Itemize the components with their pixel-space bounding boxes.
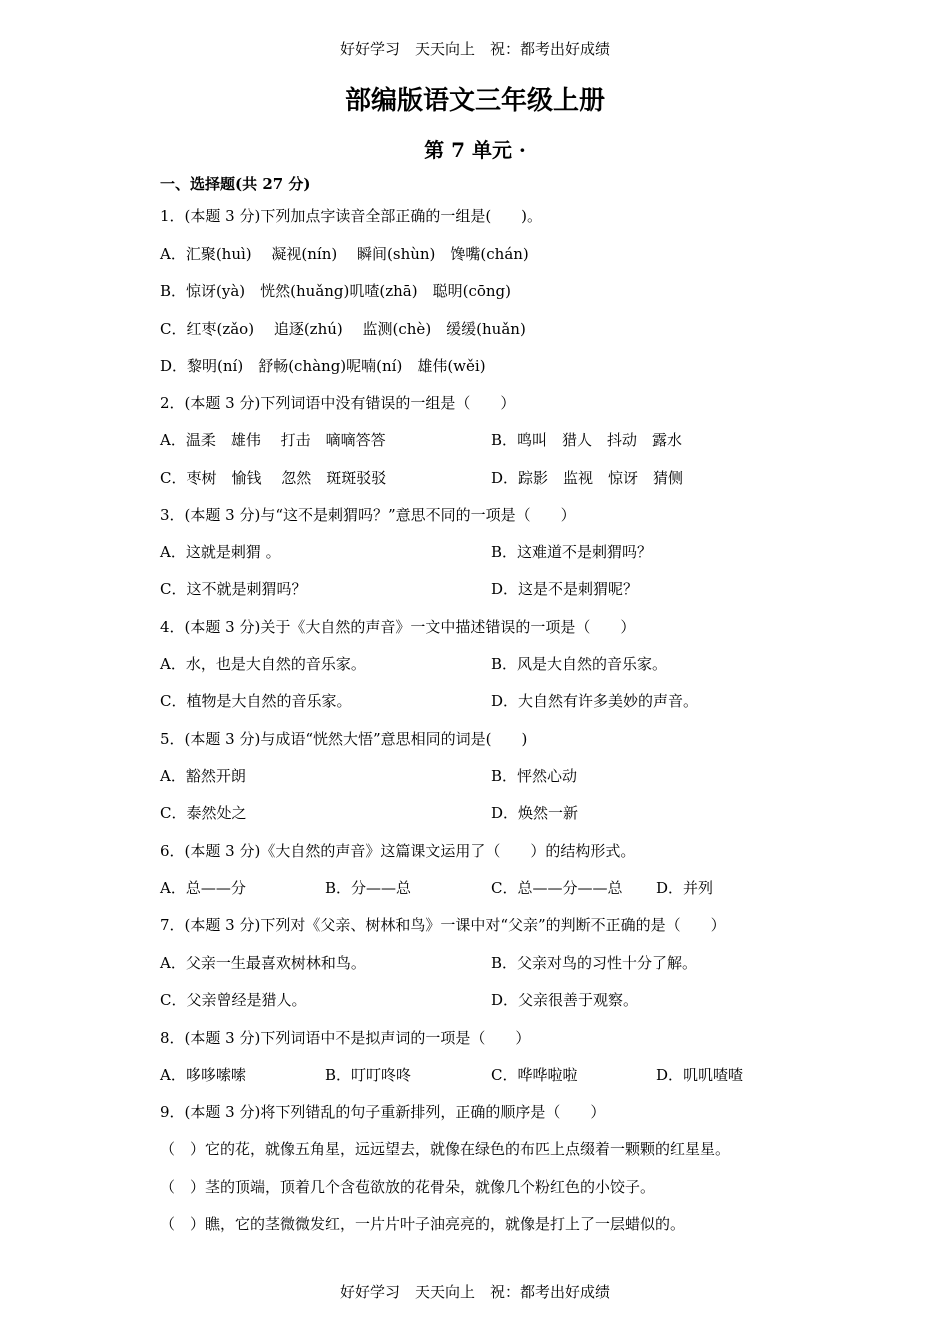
question-3-option-c: C．这不就是刺猬吗？ [160,580,307,598]
question-7-option-d: D．父亲很善于观察。 [491,991,639,1009]
footer-motto: 好好学习 天天向上 祝：都考出好成绩 [339,1283,610,1301]
question-3-stem: 3．(本题 3 分)与“这不是刺猬吗？”意思不同的一项是（ ） [160,506,576,524]
question-1-option-a: A．汇聚(huì) 凝视(nín) 瞬间(shùn) 馋嘴(chán) [160,245,529,263]
question-9-sentence-2: （ ）茎的顶端，顶着几个含苞欲放的花骨朵，就像几个粉红色的小饺子。 [160,1178,656,1196]
question-2-option-c: C．枣树 愉钱 忽然 斑斑驳驳 [160,469,387,487]
question-5-option-b: B．怦然心动 [491,767,578,785]
question-7-stem: 7．(本题 3 分)下列对《父亲、树林和鸟》一课中对“父亲”的判断不正确的是（ ） [160,916,726,934]
question-2-option-a: A．温柔 雄伟 打击 嘀嘀答答 [160,431,386,449]
question-8-stem: 8．(本题 3 分)下列词语中不是拟声词的一项是（ ） [160,1029,531,1047]
question-8-option-b: B．叮叮咚咚 [325,1066,412,1084]
question-1-option-d: D．黎明(ní) 舒畅(chàng)呢喃(ní) 雄伟(wěi) [160,357,486,375]
question-1-option-b: B．惊讶(yà) 恍然(huǎng)叽喳(zhā) 聪明(cōng) [160,282,511,300]
question-7-option-c: C．父亲曾经是猎人。 [160,991,307,1009]
question-9-sentence-3: （ ）瞧，它的茎微微发红，一片片叶子油亮亮的，就像是打上了一层蜡似的。 [160,1215,686,1233]
question-5-stem: 5．(本题 3 分)与成语“恍然大悟”意思相同的词是( ) [160,730,528,748]
question-6-option-c: C．总——分——总 [491,879,623,897]
question-2-option-b: B．鸣叫 猎人 抖动 露水 [491,431,683,449]
question-4-stem: 4．(本题 3 分)关于《大自然的声音》一文中描述错误的一项是（ ） [160,618,636,636]
question-9-stem: 9．(本题 3 分)将下列错乱的句子重新排列，正确的顺序是（ ） [160,1103,606,1121]
question-8-option-c: C．哗哗啦啦 [491,1066,578,1084]
header-motto: 好好学习 天天向上 祝：都考出好成绩 [339,40,610,58]
question-9-sentence-1: （ ）它的花，就像五角星，远远望去，就像在绿色的布匹上点缀着一颗颗的红星星。 [160,1140,731,1158]
question-1-stem: 1．(本题 3 分)下列加点字读音全部正确的一组是( )。 [160,207,543,225]
question-8-option-d: D．叽叽喳喳 [656,1066,744,1084]
question-6-option-d: D．并列 [656,879,714,897]
question-7-option-b: B．父亲对鸟的习性十分了解。 [491,954,698,972]
section-heading: 一、选择题(共 27 分) [160,175,311,193]
page-title: 部编版语文三年级上册 [344,86,605,116]
question-6-stem: 6．(本题 3 分)《大自然的声音》这篇课文运用了（ ）的结构形式。 [160,842,636,860]
question-5-option-a: A．豁然开朗 [160,767,246,785]
question-2-stem: 2．(本题 3 分)下列词语中没有错误的一组是（ ） [160,394,516,412]
question-7-option-a: A．父亲一生最喜欢树林和鸟。 [160,954,366,972]
question-3-option-a: A．这就是刺猬 。 [160,543,281,561]
question-4-option-d: D．大自然有许多美妙的声音。 [491,692,699,710]
question-2-option-d: D．踪影 监视 惊讶 猜侧 [491,469,684,487]
question-8-option-a: A．哆哆嗦嗦 [160,1066,246,1084]
question-3-option-b: B．这难道不是刺猬吗？ [491,543,653,561]
question-4-option-a: A．水，也是大自然的音乐家。 [160,655,366,673]
question-4-option-b: B．风是大自然的音乐家。 [491,655,668,673]
question-4-option-c: C．植物是大自然的音乐家。 [160,692,352,710]
question-5-option-d: D．焕然一新 [491,804,579,822]
question-6-option-b: B．分——总 [325,879,412,897]
question-5-option-c: C．泰然处之 [160,804,247,822]
question-6-option-a: A．总——分 [160,879,246,897]
question-1-option-c: C．红枣(zǎo) 追逐(zhú) 监测(chè) 缓缓(huǎn) [160,320,526,338]
question-3-option-d: D．这是不是刺猬呢？ [491,580,639,598]
unit-subtitle: 第 7 单元 · [424,138,526,162]
